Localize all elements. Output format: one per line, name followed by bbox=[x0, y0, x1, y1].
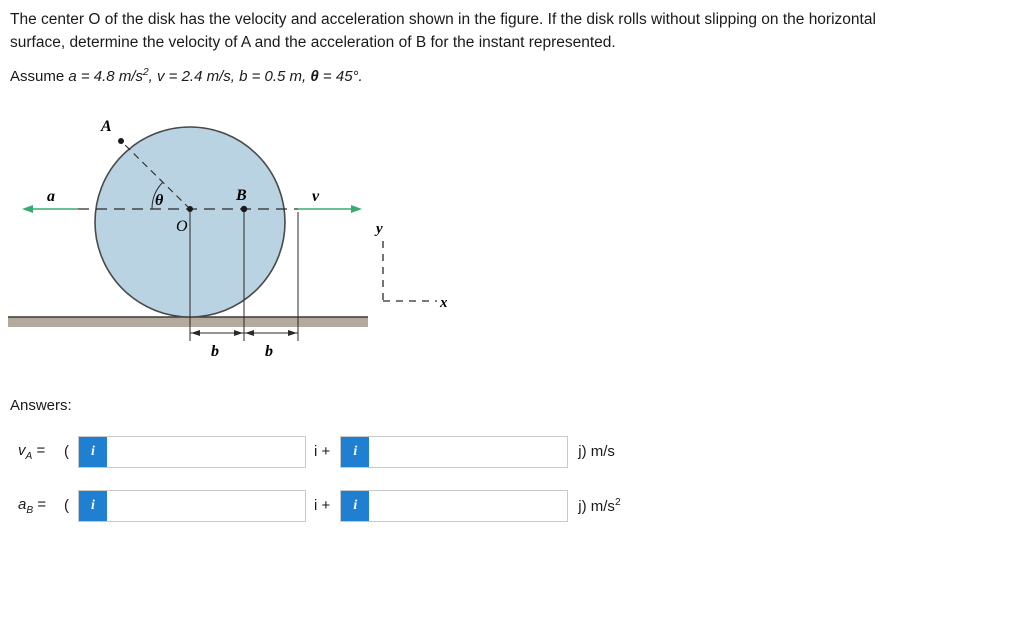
disk-figure-svg bbox=[0, 99, 560, 379]
dim-arrowhead-1 bbox=[191, 330, 200, 336]
ab-i-input[interactable] bbox=[107, 491, 305, 521]
info-icon[interactable]: i bbox=[341, 437, 369, 467]
va-j-field-group[interactable] bbox=[340, 436, 568, 468]
answer-label-va-equals: = bbox=[36, 441, 46, 459]
acceleration-arrow-head bbox=[22, 205, 33, 213]
info-icon[interactable]: i bbox=[341, 491, 369, 521]
dim-arrowhead-3 bbox=[245, 330, 254, 336]
answers-heading: Answers: bbox=[10, 396, 72, 414]
problem-statement-line1: The center O of the disk has the velocity and acceleration shown in the figure. If the disk rolls without slipping on the horizontal bbox=[10, 11, 876, 28]
dim-label-right: b bbox=[265, 342, 273, 360]
point-b-label: B bbox=[236, 186, 247, 204]
info-icon[interactable]: i bbox=[79, 437, 107, 467]
point-b-marker bbox=[241, 205, 247, 211]
ab-unit-i: i + bbox=[314, 497, 331, 514]
ab-j-field-group[interactable] bbox=[340, 490, 568, 522]
acceleration-label: a bbox=[47, 187, 55, 205]
assume-line bbox=[0, 55, 1024, 85]
velocity-arrow-head bbox=[351, 205, 362, 213]
figure-diagram bbox=[0, 99, 560, 379]
axis-y-label: y bbox=[376, 220, 383, 237]
info-icon[interactable]: i bbox=[79, 491, 107, 521]
va-j-input[interactable] bbox=[369, 437, 567, 467]
va-i-input[interactable] bbox=[107, 437, 305, 467]
answer-label-ab-main: a bbox=[18, 495, 27, 513]
dim-label-left: b bbox=[211, 342, 219, 360]
assume-values: a = 4.8 $m/s^2$, v = 2.4 m/s, b = 0.5 m, θ = 45°. bbox=[68, 66, 363, 85]
answer-label-va-main: v bbox=[18, 441, 26, 459]
va-unit-j: j) m/s bbox=[578, 443, 615, 460]
problem-statement bbox=[0, 0, 1024, 55]
point-o-marker bbox=[187, 206, 193, 212]
open-paren-ab: ( bbox=[64, 497, 69, 514]
answer-label-va-sub: A bbox=[25, 450, 33, 462]
angle-label: θ bbox=[155, 191, 164, 209]
point-a-marker bbox=[118, 138, 124, 144]
answer-row-va bbox=[18, 436, 1024, 468]
problem-statement-line2: surface, determine the velocity of A and the acceleration of B for the instant represented. bbox=[10, 34, 616, 52]
assume-prefix: Assume bbox=[10, 67, 69, 85]
point-a-label: A bbox=[101, 117, 112, 135]
open-paren-va: ( bbox=[64, 443, 69, 460]
answer-label-ab-sub: B bbox=[26, 504, 34, 516]
axis-x-label: x bbox=[440, 294, 448, 311]
velocity-label: v bbox=[312, 187, 320, 205]
va-i-field-group[interactable] bbox=[78, 436, 306, 468]
answer-row-ab bbox=[18, 490, 1024, 522]
ab-j-input[interactable] bbox=[369, 491, 567, 521]
answer-label-va bbox=[18, 442, 64, 462]
ab-unit-j: j) $m/s^2$ bbox=[578, 496, 621, 515]
dim-arrowhead-4 bbox=[288, 330, 297, 336]
ab-i-field-group[interactable] bbox=[78, 490, 306, 522]
answer-label-ab-equals: = bbox=[37, 495, 47, 513]
ground-surface bbox=[8, 317, 368, 327]
dim-arrowhead-2 bbox=[234, 330, 243, 336]
answer-label-ab bbox=[18, 496, 64, 516]
point-o-label: O bbox=[176, 217, 188, 235]
answers-section bbox=[0, 436, 1024, 522]
va-unit-i: i + bbox=[314, 443, 331, 460]
